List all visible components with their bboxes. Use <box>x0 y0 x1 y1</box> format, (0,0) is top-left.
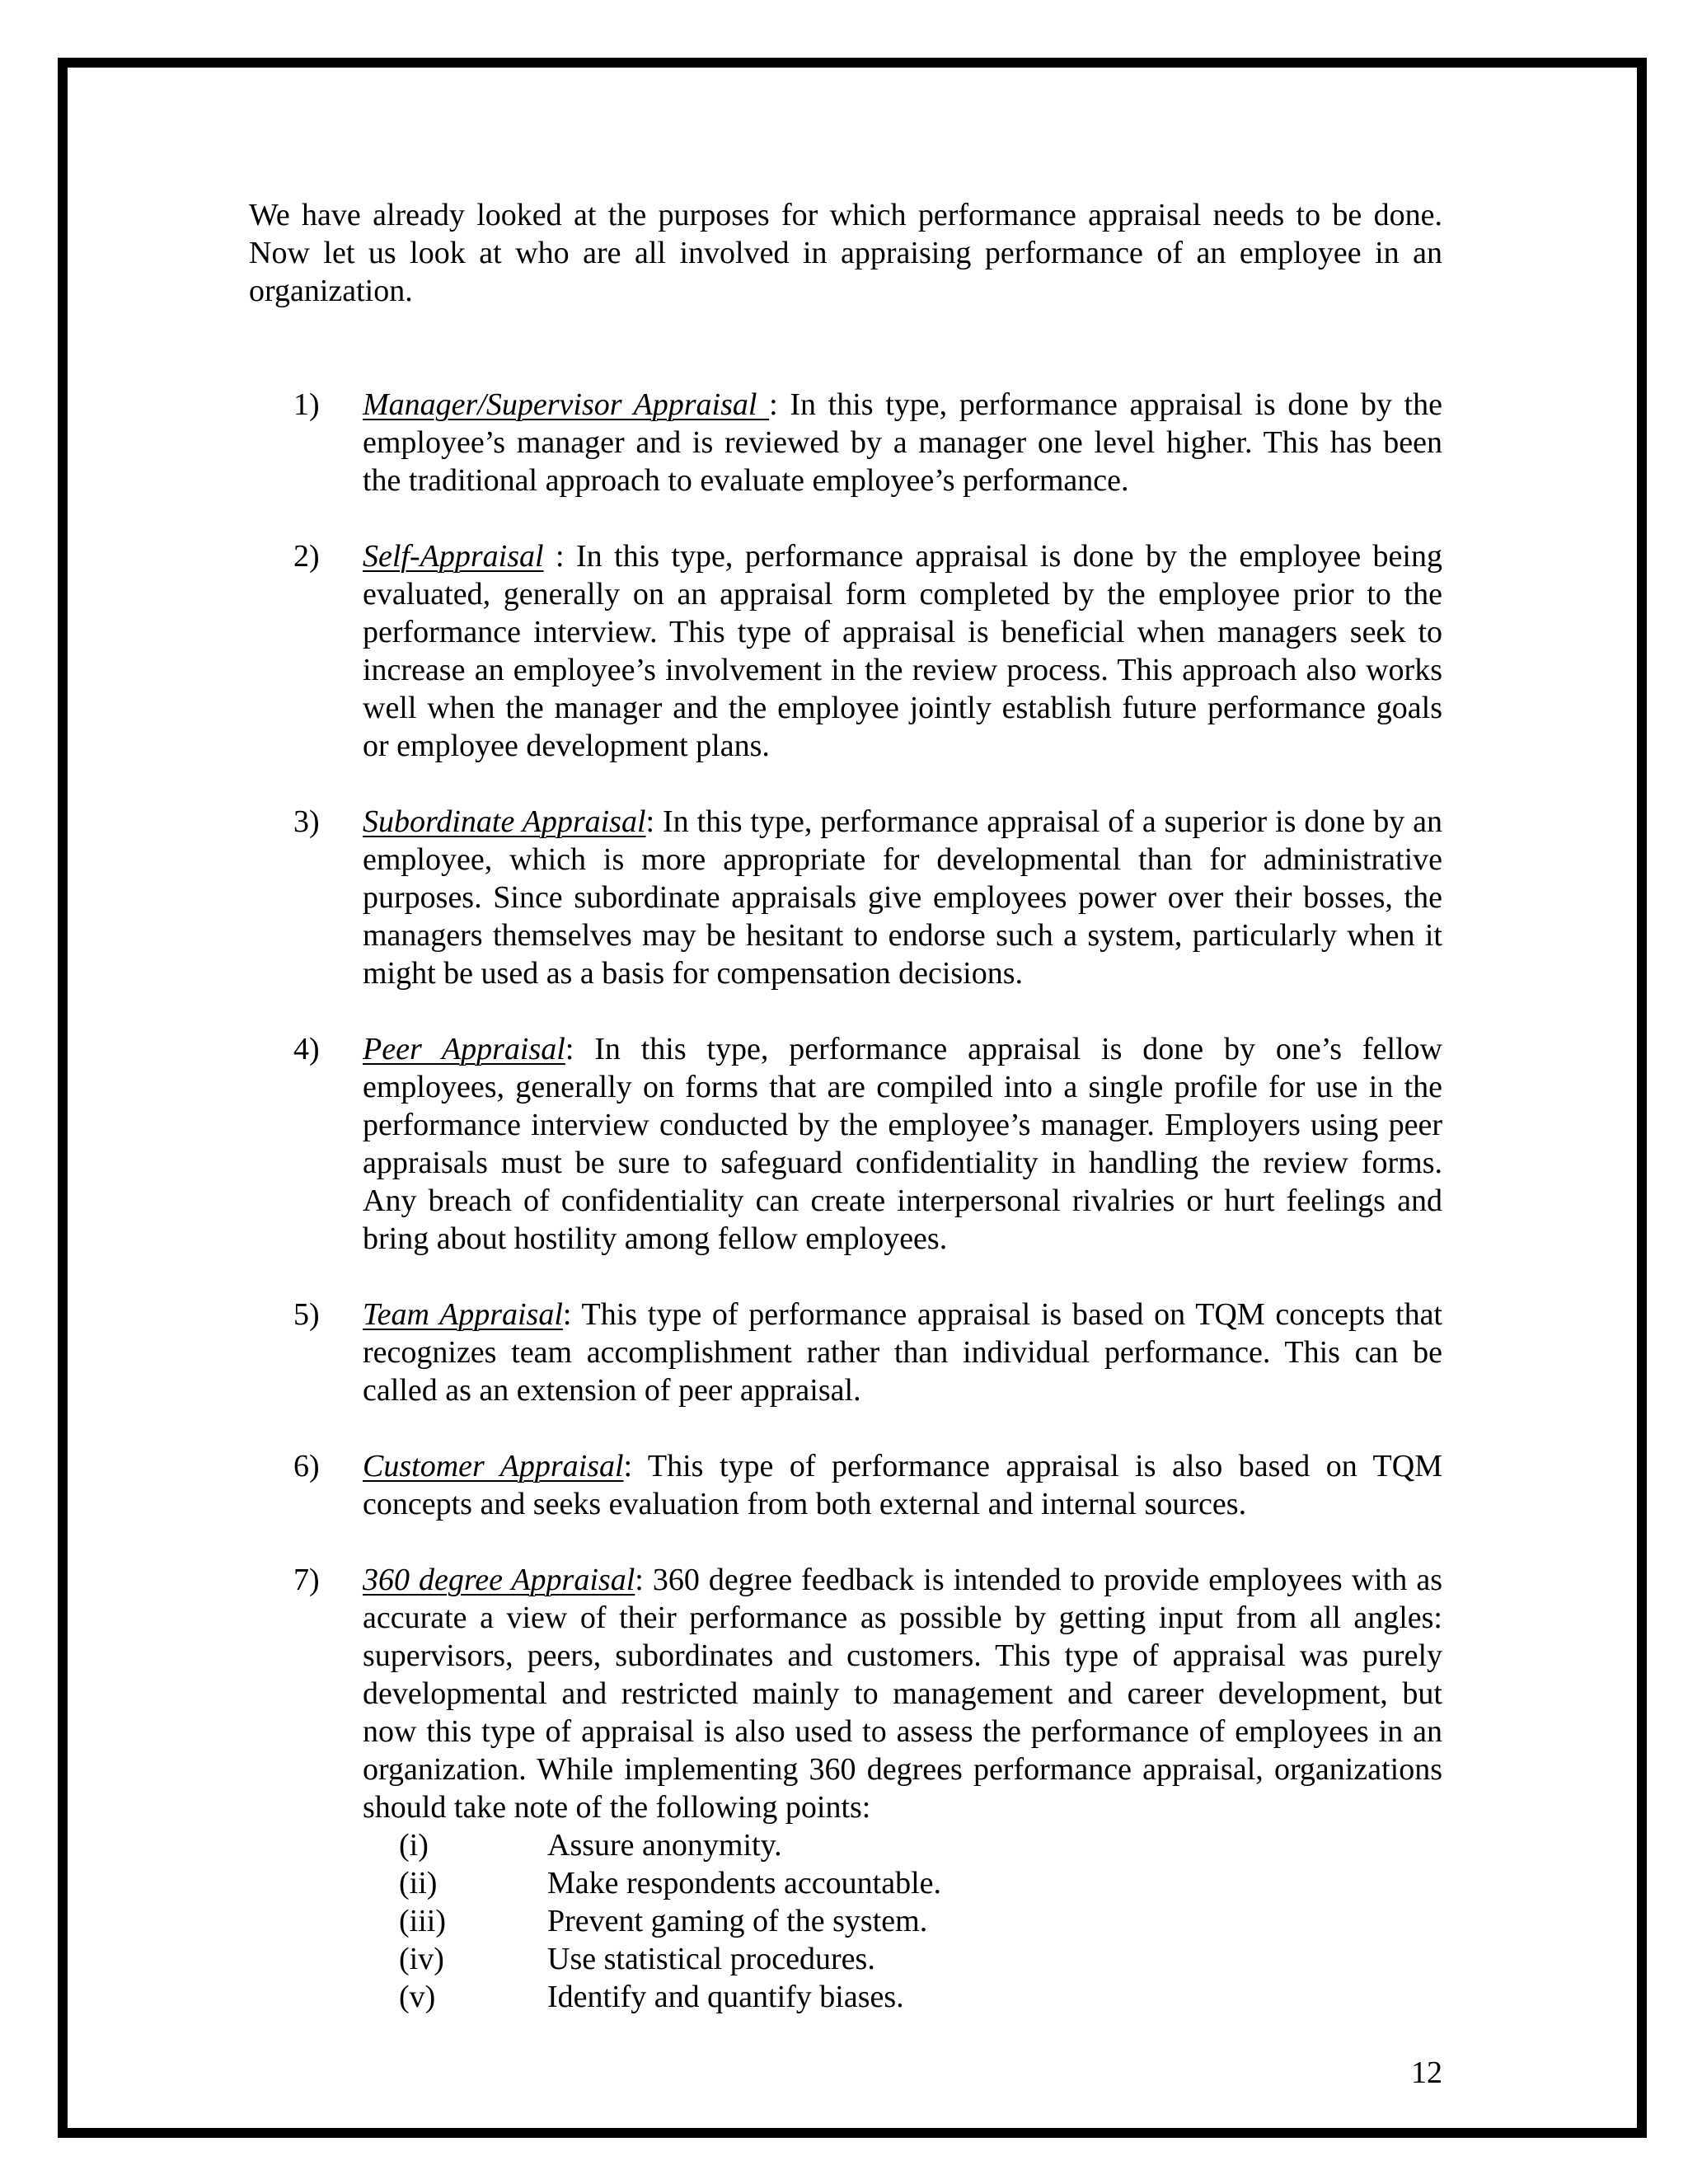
sublist-item-number: (iv) <box>399 1942 444 1976</box>
list-item-360-degree-appraisal <box>249 1561 1442 2016</box>
term-360-degree-appraisal: 360 degree Appraisal <box>363 1563 635 1597</box>
sublist-item <box>363 1978 1442 2016</box>
list-item-number: 2) <box>293 539 320 574</box>
list-item-number: 5) <box>293 1297 320 1332</box>
sublist-item-number: (iii) <box>399 1904 446 1938</box>
list-item-text: : This type of performance appraisal is also based on TQM concepts and seeks evaluation from both external and internal sources. <box>363 1449 1442 1521</box>
term-team-appraisal: Team Appraisal <box>363 1297 563 1332</box>
list-item-text: : In this type, performance appraisal is done by the employee being evaluated, generally on an appraisal form completed by the employee prior to the performance interview. This type of appraisal is beneficial when managers seek to increase an employee’s involvement in the review process. This approach also works well when the manager and the employee jointly establish future performance goals or employee development plans. <box>363 539 1442 763</box>
sublist-item <box>363 1864 1442 1902</box>
list-item-number: 3) <box>293 804 320 839</box>
sublist-item-text: Assure anonymity. <box>547 1828 782 1863</box>
list-item-manager-appraisal <box>249 386 1442 499</box>
list-item-peer-appraisal <box>249 1030 1442 1258</box>
list-item-text: : In this type, performance appraisal is done by one’s fellow employees, generally on forms that are compiled into a single profile for use in the performance interview conducted by the employee’s manager. Employers using peer appraisals must be sure to safeguard confidentiality in handling the review forms. Any breach of confidentiality can create interpersonal rivalries or hurt feelings and bring about hostility among fellow employees. <box>363 1032 1443 1256</box>
list-item-text: : 360 degree feedback is intended to provide employees with as accurate a view of their performance as possible by getting input from all angles: supervisors, peers, subordinates and customers. This type of appraisal was purely developmental and restricted mainly to management and career development, but now this type of appraisal is also used to assess the performance of employees in an organization. While implementing 360 degrees performance appraisal, organizations should take note of the following points: <box>363 1563 1442 1825</box>
points-sublist <box>363 1826 1442 2016</box>
list-item-text: : This type of performance appraisal is based on TQM concepts that recognizes team accomplishment rather than individual performance. This can be called as an extension of peer appraisal. <box>363 1297 1442 1408</box>
sublist-item-text: Prevent gaming of the system. <box>547 1904 928 1938</box>
term-manager-supervisor-appraisal: Manager/Supervisor Appraisal <box>363 387 770 422</box>
list-item-subordinate-appraisal <box>249 803 1442 992</box>
sublist-item-number: (ii) <box>399 1866 438 1900</box>
list-item-number: 4) <box>293 1032 320 1066</box>
list-item-number: 7) <box>293 1563 320 1597</box>
sublist-item-text: Identify and quantify biases. <box>547 1980 904 2014</box>
list-item-self-appraisal <box>249 537 1442 765</box>
sublist-item <box>363 1902 1442 1940</box>
list-item-number: 6) <box>293 1449 320 1483</box>
list-item-number: 1) <box>293 387 320 422</box>
list-item-text: : In this type, performance appraisal is done by the employee’s manager and is reviewed by a manager one level higher. This has been the traditional approach to evaluate employee’s performance. <box>363 387 1442 498</box>
term-subordinate-appraisal: Subordinate Appraisal <box>363 804 646 839</box>
page-number: 12 <box>1411 2055 1442 2090</box>
term-peer-appraisal: Peer Appraisal <box>363 1032 565 1066</box>
intro-paragraph: We have already looked at the purposes for which performance appraisal needs to be done. Now let us look at who are all involved in appraising performance of an employee in an organization. <box>249 198 1442 308</box>
term-customer-appraisal: Customer Appraisal <box>363 1449 624 1483</box>
document-body <box>249 196 1442 2054</box>
sublist-item-text: Use statistical procedures. <box>547 1942 875 1976</box>
sublist-item <box>363 1940 1442 1978</box>
term-self-appraisal: Self-Appraisal <box>363 539 544 574</box>
list-item-text: : In this type, performance appraisal of a superior is done by an employee, which is more appropriate for developmental than for administrative purposes. Since subordinate appraisals give employees power over their bosses, the managers themselves may be hesitant to endorse such a system, particularly when it might be used as a basis for compensation decisions. <box>363 804 1442 991</box>
list-item-team-appraisal <box>249 1296 1442 1409</box>
sublist-item-number: (v) <box>399 1980 436 2014</box>
sublist-item-text: Make respondents accountable. <box>547 1866 941 1900</box>
sublist-item-number: (i) <box>399 1828 429 1863</box>
list-item-customer-appraisal <box>249 1447 1442 1523</box>
sublist-item <box>363 1826 1442 1864</box>
